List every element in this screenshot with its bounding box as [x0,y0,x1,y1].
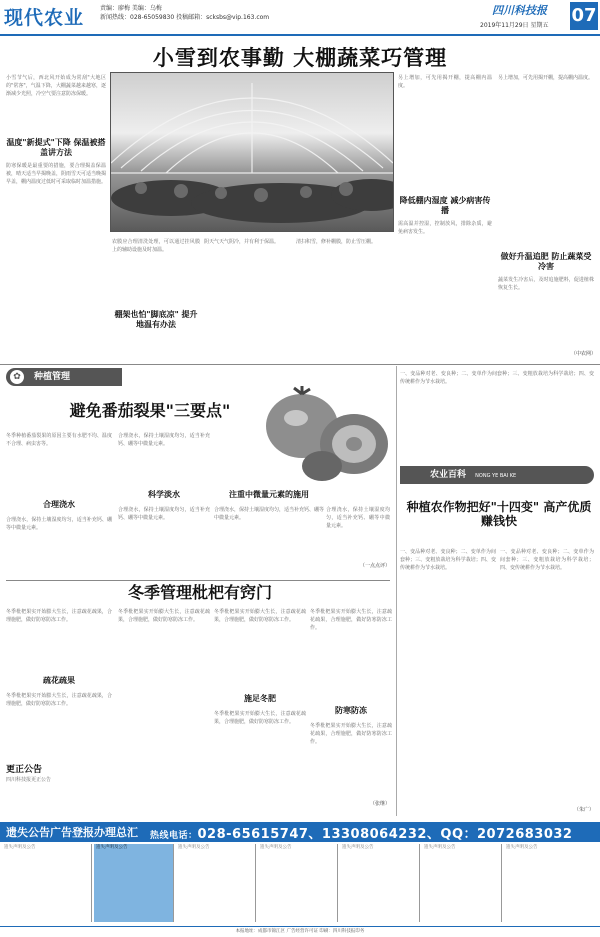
notice-body: 四川科技报更正公告 [6,777,52,783]
main-headline: 小雪到农事勤 大棚蔬菜巧管理 [152,46,448,70]
divider [6,580,390,581]
subhead-winter-fertilizer: 施足冬肥 [244,694,276,703]
editor-line: 责编：廖梅 美编：乌梅 [100,5,162,12]
loquat-intro: 冬季枇杷果实开始膨大生长，注意疏花疏果，合理施肥，做好防寒防冻工作。 [6,609,112,623]
subhead-watering: 合理浇水 [43,500,75,509]
tomato-source: （一点点评） [359,563,390,569]
classified-ads [0,842,600,924]
crop-source: （朱广） [573,807,594,813]
section-title: 现代农业 [4,7,85,29]
column1-body: 防寒保暖是最重要的措施，要合理揭盖保温被，晴天适当早揭晚盖，阴雨雪天可适当晚揭早盖，棚内温度过低时可采取临时加温措施。 [6,163,106,185]
loquat-col3: 冬季枇杷果实开始膨大生长，注意疏花疏果，合理施肥，做好防寒防冻工作。 [214,609,306,623]
subhead-micro-elements: 注重中微量元素的施用 [229,490,309,499]
column4-body: 清扫积雪，修补棚膜，防止雪压棚。 [296,239,377,245]
loquat-col6: 冬季枇杷果实开始膨大生长，注意疏花疏果，合理施肥，做好防寒防冻工作。 [310,723,392,745]
loquat-col1: 冬季枇杷果实开始膨大生长，注意疏花疏果，合理施肥，做好防寒防冻工作。 [6,693,112,707]
page-footer: 本报地址：成都市锦江区 广告经营许可证 印刷：四川科技报印务 [0,926,600,937]
page-header [0,0,600,36]
ad-cell: 遗失声明及公告 [94,844,174,922]
subhead-fertilize: 做好升温追肥 防止蔬菜受冷害 [500,252,592,271]
subhead-insulation: 温度"新提式"下降 保温被搭盖讲方法 [6,138,106,157]
contact-line: 新闻热线：028-65059830 投稿邮箱：scksbs@vip.163.com [100,14,270,21]
ad-cell: 遗失声明及公告 [176,844,256,922]
column7-body: 另上增加，可先用揭开棚，提高棚内温度。 [498,75,594,81]
subhead-humidity: 降低棚内湿度 减少病害传播 [399,196,491,215]
subhead-frost: 防寒防冻 [335,706,367,715]
tomato-col5: 合理浇水，保持土壤湿度均匀，适当补充钙、硼等中微量元素。 [326,507,390,529]
tomato-col2: 合理浇水，保持土壤湿度均匀，适当补充钙、硼等中微量元素。 [118,433,210,447]
tomato-col1: 合理浇水，保持土壤湿度均匀，适当补充钙、硼等中微量元素。 [6,517,112,531]
tomato-intro: 冬季种植番茄裂果的原因主要有水肥不均、温度不合理、病虫害等。 [6,433,112,447]
header-meta [100,4,269,22]
crop-col1: 一、变品种对老、变良种；二、变单作为间套种；三、变粗放栽培为科学栽培；四、变传统耕作为节水栽培。 [400,549,496,571]
column8-body: 蔬菜发生冷害后，及时追施肥料，促进植株恢复生长。 [498,277,594,291]
divider [0,364,600,365]
ad-hotline: 热线电话：028-65615747、13308064232、QQ：2072683032 [150,827,573,842]
loquat-col5: 冬季枇杷果实开始膨大生长，注意疏花疏果，合理施肥，做好防寒防冻工作。 [310,609,392,631]
ad-banner [0,822,600,842]
tomato-illustration [262,384,392,484]
crop-col2: 一、变品种对老、变良种；二、变单作为间套种；三、变粗放栽培为科学栽培；四、变传统耕作为节水栽培。 [500,549,594,571]
issue-date: 2019年11月29日 星期五 [480,22,549,29]
loquat-col4: 冬季枇杷果实开始膨大生长，注意疏花疏果，合理施肥，做好防寒防冻工作。 [214,711,306,725]
ad-cell: 遗失声明及公告 [340,844,420,922]
loquat-source: （张继） [369,801,390,807]
crop-headline: 种植农作物把好"十四变" 高产优质赚钱快 [406,500,592,528]
column6-body: 需高温并控湿，控制放风，排除杂质，避免病害发生。 [398,221,492,235]
column2-body: 农膜应合理清洗处理，可以通过挂风膜上的辅助设施及时加温。 [112,239,200,253]
right-top-body: 一、变品种对老、变良种；二、变单作为间套种；三、变粗放栽培为科学栽培；四、变传统耕作为节水栽培。 [400,371,594,385]
subhead-light-water: 科学淡水 [148,490,180,499]
lead-text: 小雪节气后，西北风开始成为常刮"大地区的"常客"，气温下降，大棚蔬菜越来越寒，逐渐减少光照，冷空气要注意防冻保暖。 [6,75,106,97]
tomato-col4: 合理浇水，保持土壤湿度均匀，适当补充钙、硼等中微量元素。 [214,507,324,521]
page-number: 07 [570,2,598,30]
greenhouse-illustration [111,73,393,231]
ad-cell: 遗失声明及公告 [258,844,338,922]
column-divider [396,366,397,816]
subhead-thinning: 疏花疏果 [43,676,75,685]
greenhouse-photo [110,72,394,232]
ad-cell: 遗失声明及公告 [2,844,92,922]
subhead-soil: 棚架也怕"脚底凉" 提升地温有办法 [114,310,198,329]
masthead: 四川科技报 [492,4,547,17]
byline: （中农网） [570,351,596,357]
column5-body: 另上增加，可先用揭开棚，提高棚内温度。 [398,75,492,89]
ad-cell: 遗失声明及公告 [422,844,502,922]
tomato-col3: 合理浇水，保持土壤湿度均匀，适当补充钙、硼等中微量元素。 [118,507,210,521]
loquat-headline: 冬季管理枇杷有窍门 [127,583,272,602]
leaf-icon: ✿ [10,370,24,384]
column3-body: 阴天气天气阴冷，并有利于保温。 [204,239,280,245]
tomato-headline: 避免番茄裂果"三要点" [69,401,231,420]
notice-title: 更正公告 [6,765,43,775]
ad-cell: 遗失声明及公告 [506,845,538,850]
ad-title: 遗失公告广告登报办理总汇 [6,826,138,839]
section-banner-encyclopedia: 农业百科 NONG YE BAI KE [400,466,594,484]
section-banner-planting: ✿ 种植管理 [6,368,122,386]
loquat-col2: 冬季枇杷果实开始膨大生长，注意疏花疏果，合理施肥，做好防寒防冻工作。 [118,609,210,623]
